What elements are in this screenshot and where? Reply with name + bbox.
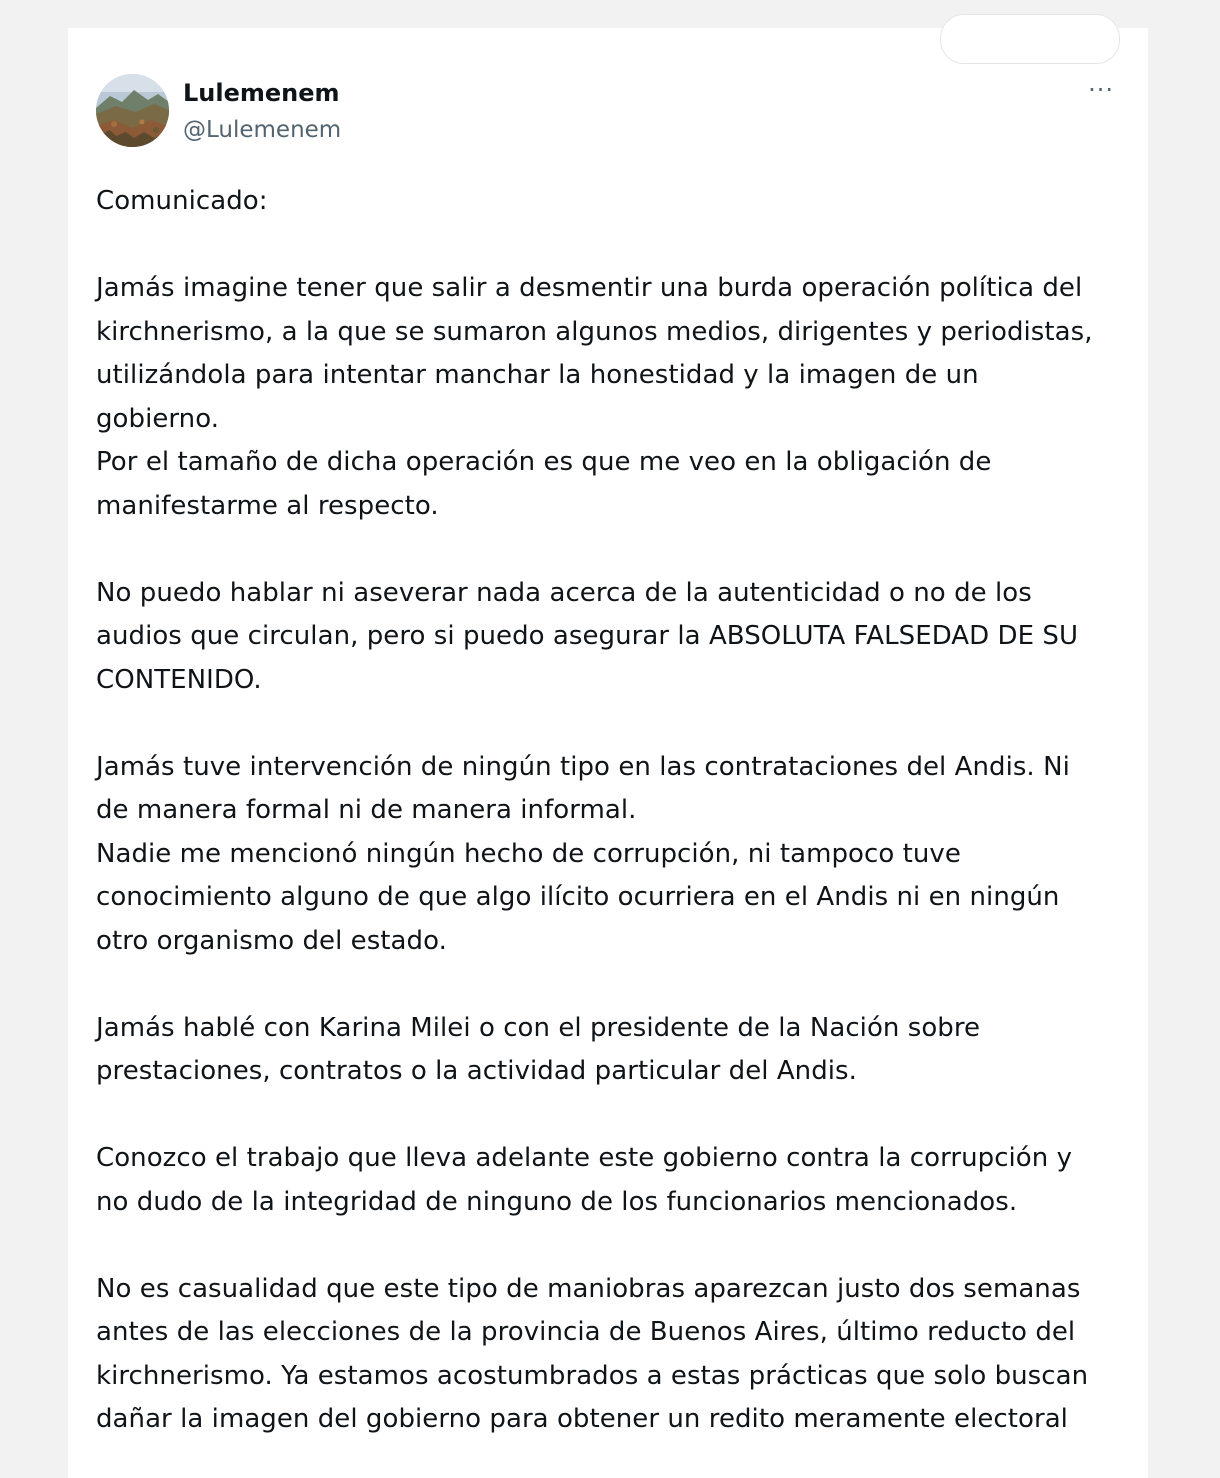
post-header bbox=[96, 74, 1120, 148]
post-line: Conozco el trabajo que lleva adelante este gobierno contra la corrupción y bbox=[96, 1143, 1073, 1173]
post-line: gobierno. bbox=[96, 403, 220, 434]
post-line: Nadie me mencionó ningún hecho de corrupción, ni tampoco tuve bbox=[96, 838, 961, 869]
more-options-icon[interactable]: ··· bbox=[1088, 76, 1114, 104]
post-line: dañar la imagen del gobierno para obtener un redito meramente electoral bbox=[96, 1404, 1068, 1434]
post-line: prestaciones, contratos o la actividad particular del Andis. bbox=[96, 1056, 857, 1086]
paragraph-gap bbox=[96, 1224, 1126, 1268]
post-line: conocimiento alguno de que algo ilícito ocurriera en el Andis ni en ningún bbox=[96, 882, 1060, 912]
landscape-avatar-icon[interactable] bbox=[96, 74, 169, 147]
post-line: antes de las elecciones de la provincia de Buenos Aires, último reducto del bbox=[96, 1317, 1076, 1347]
post-line: Jamás tuve intervención de ningún tipo en las contrataciones del Andis. Ni bbox=[96, 751, 1070, 782]
post-line: kirchnerismo. Ya estamos acostumbrados a estas prácticas que solo buscan bbox=[96, 1360, 1089, 1391]
author-handle[interactable]: @Lulemenem bbox=[183, 117, 342, 143]
post-line: No es casualidad que este tipo de maniobras aparezcan justo dos semanas bbox=[96, 1273, 1081, 1304]
post-line: manifestarme al respecto. bbox=[96, 490, 439, 521]
paragraph-gap bbox=[96, 1094, 1126, 1138]
post-line: Por el tamaño de dicha operación es que me veo en la obligación de bbox=[96, 447, 992, 477]
post-line: utilizándola para intentar manchar la honestidad y la imagen de un bbox=[96, 360, 979, 390]
paragraph-gap bbox=[96, 963, 1126, 1007]
post-line: CONTENIDO. bbox=[96, 664, 262, 695]
post-line: Jamás imagine tener que salir a desmentir una burda operación política del bbox=[96, 273, 1083, 303]
post-line: Comunicado: bbox=[96, 186, 268, 216]
post-line: audios que circulan, pero si puedo asegurar la ABSOLUTA FALSEDAD DE SU bbox=[96, 621, 1079, 651]
post-line: de manera formal ni de manera informal. bbox=[96, 795, 637, 825]
post-line: No puedo hablar ni aseverar nada acerca de la autenticidad o no de los bbox=[96, 577, 1032, 608]
paragraph-gap bbox=[96, 224, 1126, 268]
author-display-name[interactable]: Lulemenem bbox=[183, 79, 340, 107]
post-line: Jamás hablé con Karina Milei o con el presidente de la Nación sobre bbox=[96, 1012, 981, 1043]
paragraph-gap bbox=[96, 528, 1126, 572]
post-line: kirchnerismo, a la que se sumaron algunos medios, dirigentes y periodistas, bbox=[96, 316, 1093, 347]
post-card bbox=[68, 28, 1148, 1478]
paragraph-gap bbox=[96, 702, 1126, 746]
post-text bbox=[96, 180, 1126, 1442]
top-pill-button[interactable] bbox=[940, 14, 1120, 64]
post-line: otro organismo del estado. bbox=[96, 925, 447, 956]
post-line: no dudo de la integridad de ninguno de los funcionarios mencionados. bbox=[96, 1186, 1018, 1217]
